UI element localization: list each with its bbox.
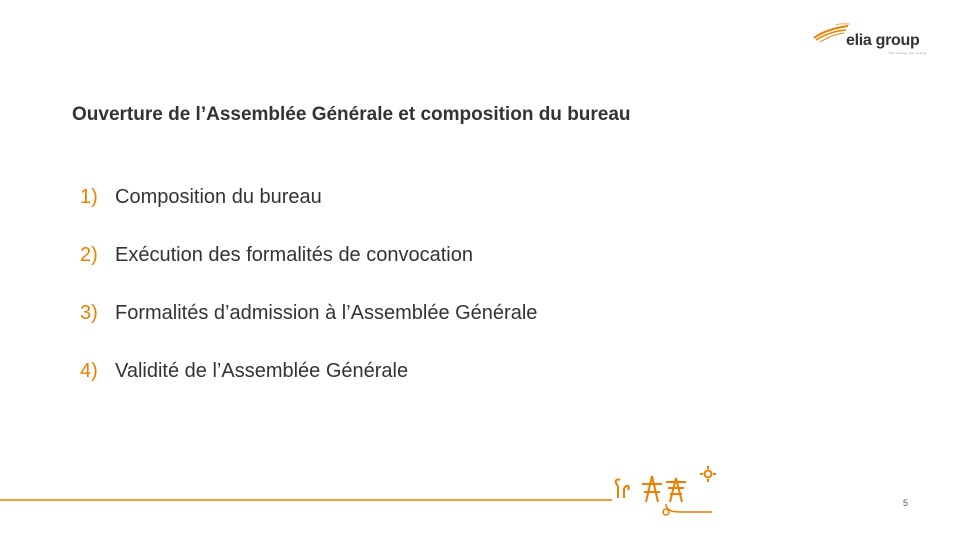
pylon-icon [642,476,662,502]
logo-tagline: Your energy, our energy [888,51,927,55]
footer-curve [666,504,712,512]
slide-title: Ouverture de l’Assemblée Générale et composition du bureau [72,104,631,125]
agenda-item-number: 3) [80,302,98,324]
pylon-icon [666,478,686,502]
agenda-item-number: 1) [80,186,98,208]
sun-icon [700,466,716,482]
windmill-icon [616,479,629,498]
elia-group-logo [812,22,930,60]
agenda-item-text: Composition du bureau [115,186,322,208]
agenda-item-text: Exécution des formalités de convocation [115,244,473,266]
agenda-item [80,302,537,360]
page-number: 5 [903,498,909,508]
footer-decoration [0,460,960,530]
agenda-item [80,244,537,302]
agenda-item-text: Formalités d’admission à l’Assemblée Générale [115,302,538,324]
agenda-item [80,360,537,418]
agenda-item-number: 2) [80,244,98,266]
logo-name: elia group [846,32,920,49]
agenda-list [80,186,537,418]
agenda-item [80,186,537,244]
agenda-item-text: Validité de l’Assemblée Générale [115,360,409,382]
footer-node [663,509,669,515]
agenda-item-number: 4) [80,360,98,382]
